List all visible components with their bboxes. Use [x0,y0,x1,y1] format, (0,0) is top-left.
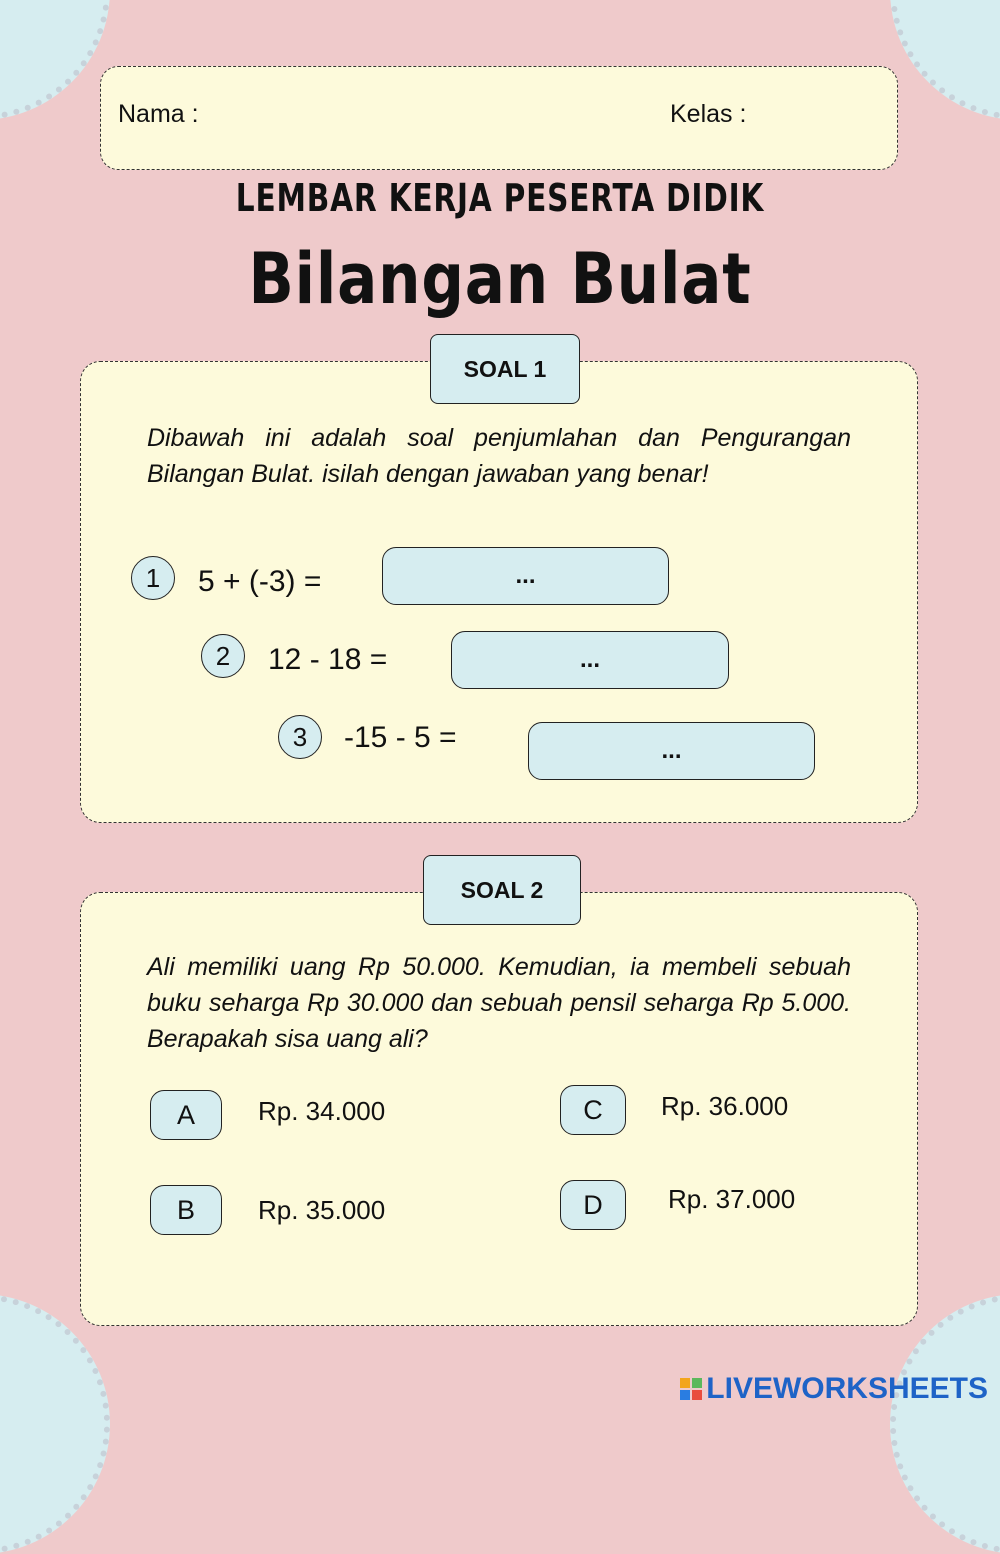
page-subtitle: LEMBAR KERJA PESERTA DIDIK [235,176,765,220]
option-b-text: Rp. 35.000 [258,1195,386,1225]
decorative-corner [0,1294,110,1554]
question-expression: 5 + (-3) = [198,565,322,598]
answer-input[interactable]: ... [528,722,815,780]
decorative-corner [0,0,110,120]
soal1-tag: SOAL 1 [430,334,580,404]
question-number: 1 [131,556,175,600]
soal2-question: Ali memiliki uang Rp 50.000. Kemudian, ia membeli sebuah buku seharga Rp 30.000 dan sebuah pensil seharga Rp 5.000. Berapakah sisa uang ali? [147,953,851,1053]
soal2-tag: SOAL 2 [423,855,581,925]
option-c-button[interactable]: C [560,1085,626,1135]
option-b-button[interactable]: B [150,1185,222,1235]
answer-input[interactable]: ... [451,631,729,689]
option-d-text: Rp. 37.000 [668,1184,796,1214]
soal1-instruction: Dibawah ini adalah soal penjumlahan dan Pengurangan Bilangan Bulat. isilah dengan jawaban yang benar! [147,424,851,488]
decorative-corner [890,0,1000,120]
decorative-corner [890,1294,1000,1554]
nama-label: Nama : [118,100,199,128]
student-info-box [100,66,898,170]
question-expression: -15 - 5 = [344,721,457,754]
question-number: 3 [278,715,322,759]
answer-input[interactable]: ... [382,547,669,605]
option-a-text: Rp. 34.000 [258,1096,386,1126]
kelas-label: Kelas : [670,100,747,128]
option-d-button[interactable]: D [560,1180,626,1230]
option-c-text: Rp. 36.000 [661,1091,789,1121]
page-title: Bilangan Bulat [248,238,752,320]
question-number: 2 [201,634,245,678]
brand-watermark [680,1372,988,1406]
question-expression: 12 - 18 = [268,643,388,676]
liveworksheets-logo-icon [680,1378,702,1400]
brand-name: LIVEWORKSHEETS [706,1372,988,1405]
option-a-button[interactable]: A [150,1090,222,1140]
